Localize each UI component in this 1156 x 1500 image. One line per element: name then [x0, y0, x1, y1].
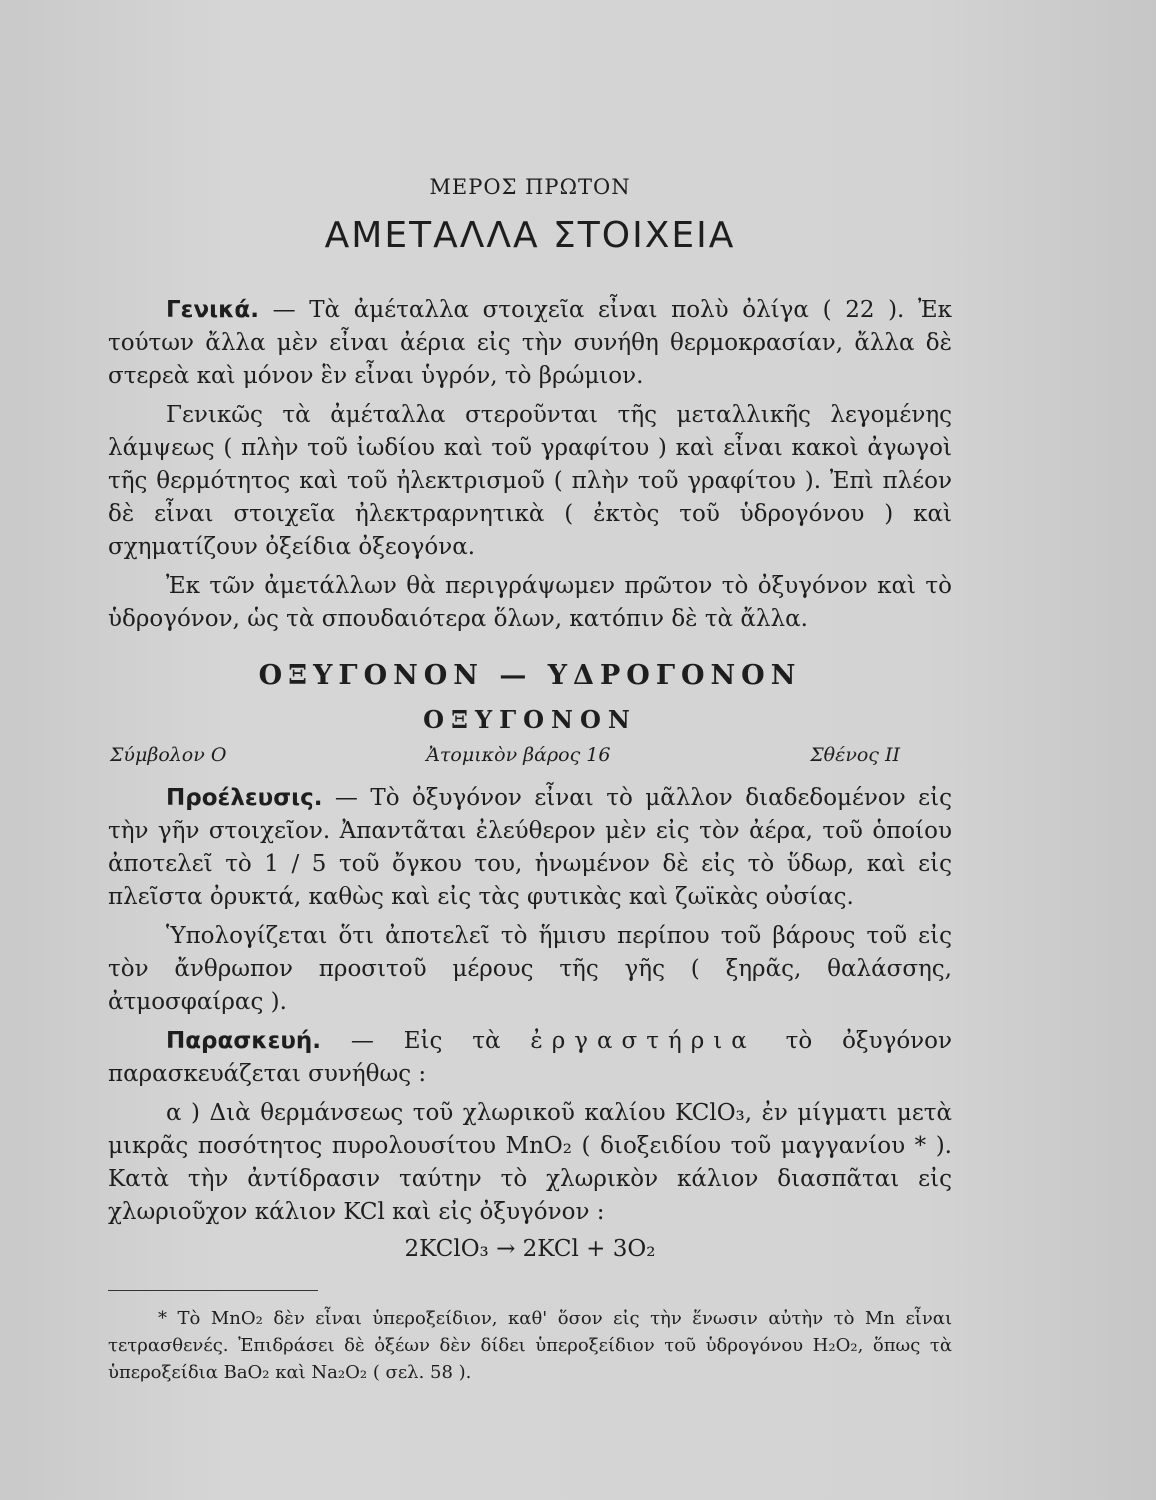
origin-lead: Προέλευσις.: [166, 785, 323, 811]
reaction-equation: 2KClO₃ → 2KCl + 3O₂: [404, 1236, 656, 1262]
element-meta: [108, 744, 952, 766]
preparation-text-b: τὸ ὀξυγόνον παρασκευάζεται συνήθως :: [108, 1028, 952, 1087]
preparation-lead: Παρασκευή.: [166, 1028, 322, 1054]
element-symbol: Σύμβολον Ο: [110, 744, 227, 766]
preparation-spaced-word: ἐργαστήρια: [530, 1028, 756, 1054]
general-paragraph-3: Ἐκ τῶν ἀμετάλλων θὰ περιγράψωμεν πρῶτον τὸ ὀξυγόνον καὶ τὸ ὑδρογόνον, ὡς τὰ σπουδαιότερα ὅλων, κατόπιν δὲ τὰ ἄλλα.: [108, 573, 952, 632]
origin-paragraph-1: [108, 782, 952, 914]
chapter-heading: ΑΜΕΤΑΛΛΑ ΣΤΟΙΧΕΙΑ: [324, 215, 736, 256]
preparation-paragraph-2: α ) Διὰ θερμάνσεως τοῦ χλωρικοῦ καλίου KClO₃, ἐν μίγματι μετὰ μικρᾶς ποσότητος πυρολουσίτου MnO₂ ( διοξειδίου τοῦ μαγγανίου * ). Κατὰ τὴν ἀντίδρασιν ταύτην τὸ χλωρικὸν κάλιον διασπᾶται εἰς χλωριοῦχον κάλιον KCl καὶ εἰς ὀξυγόνον :: [108, 1100, 952, 1225]
footnote-rule: [108, 1290, 318, 1291]
origin-text-1: — Τὸ ὀξυγόνον εἶναι τὸ μᾶλλον διαδεδομένον εἰς τὴν γῆν στοιχεῖον. Ἀπαντᾶται ἐλεύθερον μὲν εἰς τὸν ἀέρα, τοῦ ὁποίου ἀποτελεῖ τὸ 1 / 5 τοῦ ὄγκου του, ἡνωμένον δὲ εἰς τὸ ὕδωρ, καὶ εἰς πλεῖστα ὀρυκτά, καθὼς καὶ εἰς τὰς φυτικὰς καὶ ζωϊκὰς οὐσίας.: [108, 785, 952, 910]
general-paragraph-2: Γενικῶς τὰ ἀμέταλλα στεροῦνται τῆς μεταλλικῆς λεγομένης λάμψεως ( πλὴν τοῦ ἰωδίου καὶ τοῦ γραφίτου ) καὶ εἶναι κακοὶ ἀγωγοὶ τῆς θερμότητος καὶ τοῦ ἠλεκτρισμοῦ ( πλὴν τοῦ γραφίτου ). Ἐπὶ πλέον δὲ εἶναι στοιχεῖα ἠλεκτραρνητικὰ ( ἐκτὸς τοῦ ὑδρογόνου ) καὶ σχηματίζουν ὀξείδια ὀξεογόνα.: [108, 402, 952, 560]
part-heading: ΜΕΡΟΣ ΠΡΩΤΟΝ: [429, 175, 631, 199]
preparation-paragraph-1: [108, 1025, 952, 1091]
footnote: * Τὸ MnO₂ δὲν εἶναι ὑπεροξείδιον, καθ' ὅσον εἰς τὴν ἕνωσιν αὐτὴν τὸ Mn εἶναι τετρασθενές. Ἐπιδράσει δὲ ὀξέων δὲν δίδει ὑπεροξείδιον τοῦ ὑδρογόνου H₂O₂, ὅπως τὰ ὑπεροξείδια BaO₂ καὶ Na₂O₂ ( σελ. 58 ).: [108, 1308, 952, 1383]
origin-paragraph-2: Ὑπολογίζεται ὅτι ἀποτελεῖ τὸ ἥμισυ περίπου τοῦ βάρους τοῦ εἰς τὸν ἄνθρωπον προσιτοῦ μέρους τῆς γῆς ( ξηρᾶς, θαλάσσης, ἀτμοσφαίρας ).: [108, 923, 952, 1015]
element-valence: Σθένος ΙΙ: [810, 744, 900, 766]
subsection-heading: ΟΞΥΓΟΝΟΝ: [423, 705, 637, 734]
page-body: [108, 175, 952, 1386]
preparation-text-a: — Εἰς τὰ: [321, 1028, 531, 1054]
section-heading: ΟΞΥΓΟΝΟΝ — ΥΔΡΟΓΟΝΟΝ: [258, 660, 802, 691]
element-atomic-weight: Ἀτομικὸν βάρος 16: [426, 744, 611, 766]
general-paragraph-1: [108, 294, 952, 393]
general-text-1: — Τὰ ἀμέταλλα στοιχεῖα εἶναι πολὺ ὀλίγα ( 22 ). Ἐκ τούτων ἄλλα μὲν εἶναι ἀέρια εἰς τὴν συνήθη θερμοκρασίαν, ἄλλα δὲ στερεὰ καὶ μόνον ἓν εἶναι ὑγρόν, τὸ βρώμιον.: [108, 297, 952, 389]
general-lead: Γενικά.: [166, 297, 259, 323]
